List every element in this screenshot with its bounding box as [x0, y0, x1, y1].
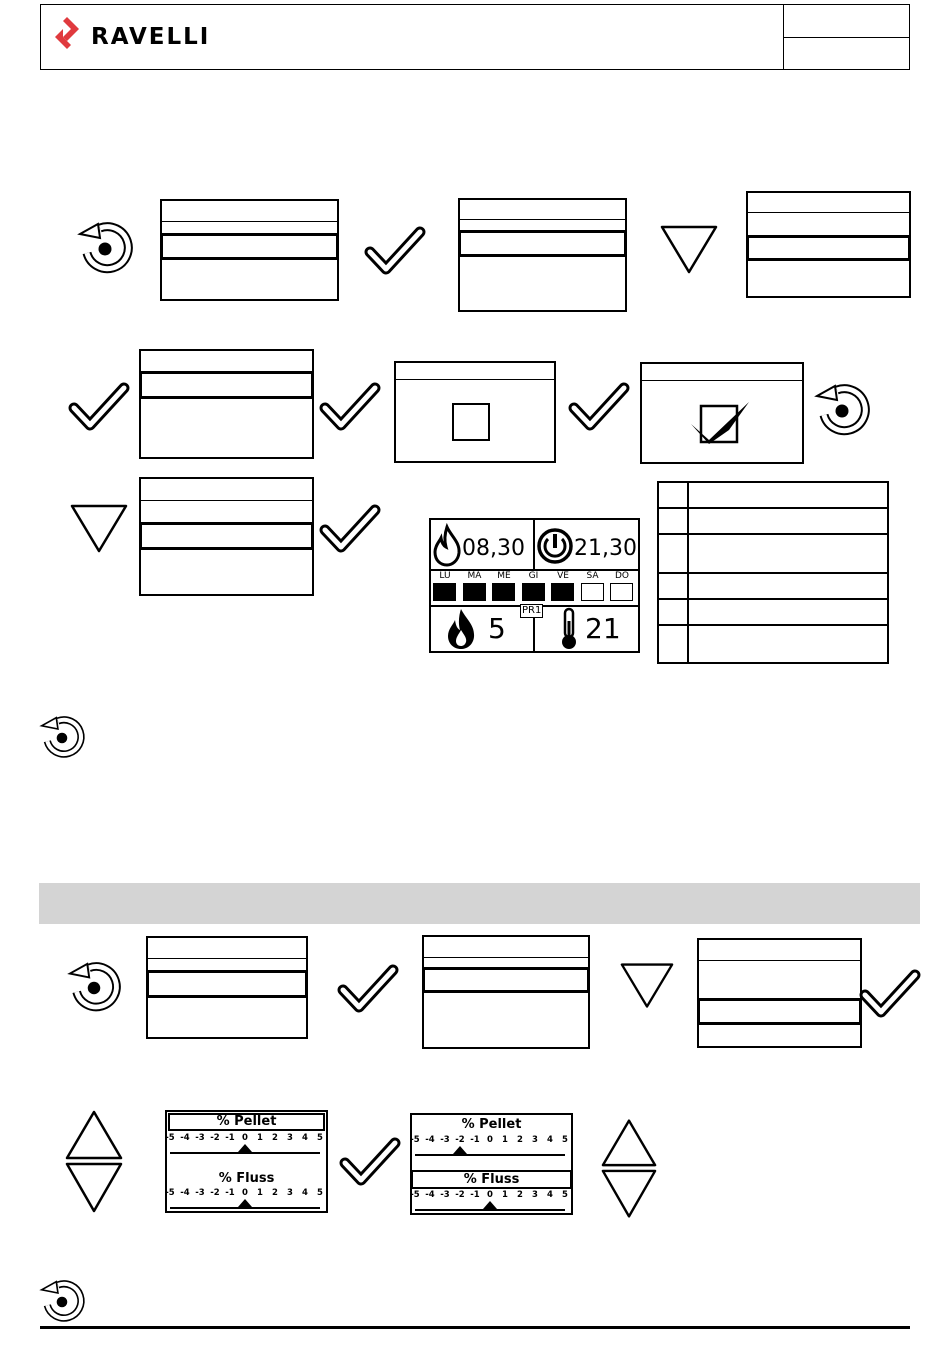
flame-icon	[446, 608, 476, 650]
scale-tick-label: 3	[532, 1135, 538, 1145]
power-icon	[536, 527, 574, 565]
section-header-bar	[39, 883, 920, 924]
scale-tick-label: 0	[242, 1133, 248, 1143]
scale-pointer-icon[interactable]	[238, 1199, 252, 1208]
power-level: 5	[488, 612, 506, 645]
scale-tick-label: -1	[225, 1188, 235, 1198]
back-icon[interactable]	[78, 222, 132, 276]
menu-selected-row[interactable]	[146, 970, 308, 998]
back-icon[interactable]	[815, 384, 869, 438]
confirm-icon[interactable]	[367, 227, 423, 273]
up-down-icon[interactable]	[64, 1110, 124, 1214]
pellet-label: % Pellet	[216, 1114, 277, 1129]
scale-tick-label: -1	[470, 1135, 480, 1145]
confirm-icon[interactable]	[322, 505, 378, 551]
ravelli-logo-icon	[54, 17, 80, 53]
menu-divider	[746, 212, 911, 213]
weekday-label: SA	[586, 571, 599, 581]
menu-selected-row[interactable]	[160, 233, 339, 260]
back-icon[interactable]	[68, 962, 120, 1014]
scale-tick-label: 1	[502, 1135, 508, 1145]
down-icon[interactable]	[70, 504, 128, 554]
down-icon[interactable]	[620, 962, 674, 1010]
scale-tick-label: 4	[547, 1190, 553, 1200]
weekday-label: VE	[557, 571, 569, 581]
menu-screen	[139, 349, 314, 459]
scale-pointer-icon[interactable]	[483, 1201, 497, 1210]
thermometer-icon	[556, 607, 582, 651]
scale-tick-label: 5	[562, 1190, 568, 1200]
weekday-label: GI	[528, 571, 539, 581]
scale-tick-label: 5	[317, 1188, 323, 1198]
back-icon[interactable]	[40, 1280, 84, 1324]
scale-tick-label: 3	[532, 1190, 538, 1200]
scale-tick-label: -1	[470, 1190, 480, 1200]
scale-tick-label: 5	[562, 1135, 568, 1145]
header-divider-h	[783, 37, 910, 38]
scale-tick-label: -2	[210, 1188, 220, 1198]
footer-rule	[40, 1326, 910, 1329]
program-badge: PR1	[522, 605, 542, 616]
legend-row-divider	[657, 624, 889, 626]
flame-icon	[432, 526, 462, 566]
menu-divider	[697, 960, 862, 961]
scale-tick-label: 3	[287, 1188, 293, 1198]
scale-tick-label: -4	[425, 1135, 435, 1145]
legend-row-divider	[657, 572, 889, 574]
down-icon[interactable]	[660, 225, 718, 275]
scale-tick-label: -3	[440, 1135, 450, 1145]
scale-tick-label: -5	[165, 1188, 175, 1198]
weekday-indicator	[581, 583, 604, 601]
screen-divider	[394, 379, 556, 380]
scale-tick-label: 2	[272, 1188, 278, 1198]
weekday-indicator	[433, 583, 456, 601]
scale-tick-label: 1	[257, 1133, 263, 1143]
scale-tick-label: -5	[165, 1133, 175, 1143]
scale-tick-label: -3	[195, 1133, 205, 1143]
menu-selected-row[interactable]	[139, 522, 314, 550]
scale-tick-label: 4	[302, 1133, 308, 1143]
scale-pointer-icon[interactable]	[453, 1146, 467, 1155]
scale-tick-label: -3	[440, 1190, 450, 1200]
scale-tick-label: -2	[455, 1135, 465, 1145]
scale-tick-label: 0	[487, 1190, 493, 1200]
menu-divider	[160, 221, 339, 222]
scale-tick-label: -5	[410, 1190, 420, 1200]
screen-divider	[640, 380, 804, 381]
confirm-icon[interactable]	[862, 970, 918, 1016]
confirm-icon[interactable]	[322, 383, 378, 429]
scale-tick-label: 4	[547, 1135, 553, 1145]
scale-tick-label: 0	[242, 1188, 248, 1198]
scale-tick-label: -3	[195, 1188, 205, 1198]
weekday-indicator	[610, 583, 633, 601]
scale-tick-label: 1	[502, 1190, 508, 1200]
scale-tick-label: 2	[272, 1133, 278, 1143]
menu-selected-row[interactable]	[746, 235, 911, 261]
confirm-icon[interactable]	[340, 965, 396, 1011]
pellet-scale	[410, 1135, 568, 1157]
scale-tick-label: 0	[487, 1135, 493, 1145]
brand-name: RAVELLI	[91, 24, 211, 50]
weekday-indicator	[551, 583, 574, 601]
weekday-indicator	[463, 583, 486, 601]
fluss-scale	[165, 1188, 323, 1210]
back-icon[interactable]	[40, 716, 84, 760]
scale-tick-label: 5	[317, 1133, 323, 1143]
lcd-vdivider-top	[533, 518, 535, 570]
confirm-icon[interactable]	[71, 383, 127, 429]
scale-tick-label: -2	[455, 1190, 465, 1200]
scale-tick-label: 4	[302, 1188, 308, 1198]
weekday-indicator	[492, 583, 515, 601]
weekday-label: MA	[467, 571, 482, 581]
temperature-value: 21	[585, 612, 621, 645]
scale-tick-label: -4	[180, 1133, 190, 1143]
legend-row-divider	[657, 533, 889, 535]
menu-divider	[422, 957, 590, 958]
menu-divider	[458, 219, 627, 220]
menu-screen	[697, 938, 862, 1048]
scale-tick-label: -4	[425, 1190, 435, 1200]
up-down-icon[interactable]	[600, 1118, 658, 1220]
checked-box-icon[interactable]	[689, 400, 753, 448]
menu-selected-row[interactable]	[697, 998, 862, 1025]
weekday-label: DO	[614, 571, 629, 581]
scale-tick-label: -4	[180, 1188, 190, 1198]
menu-selected-row[interactable]	[139, 371, 314, 399]
legend-row-divider	[657, 598, 889, 600]
weekday-indicator	[522, 583, 545, 601]
weekday-label: LU	[439, 571, 451, 581]
menu-selected-row[interactable]	[422, 967, 590, 993]
off-time: 21,30	[574, 536, 637, 561]
legend-row-divider	[657, 507, 889, 509]
menu-divider	[139, 500, 314, 501]
scale-baseline	[415, 1154, 565, 1156]
scale-pointer-icon[interactable]	[238, 1144, 252, 1153]
on-time: 08,30	[462, 536, 525, 561]
menu-selected-row[interactable]	[458, 230, 627, 257]
confirm-icon[interactable]	[342, 1138, 398, 1184]
scale-tick-label: 2	[517, 1135, 523, 1145]
scale-tick-label: 1	[257, 1188, 263, 1198]
scale-tick-label: -1	[225, 1133, 235, 1143]
fluss-scale	[410, 1190, 568, 1212]
unchecked-box-icon[interactable]	[452, 403, 490, 441]
pellet-scale	[165, 1133, 323, 1155]
fluss-label: % Fluss	[463, 1172, 520, 1187]
scale-tick-label: -5	[410, 1135, 420, 1145]
scale-tick-label: 2	[517, 1190, 523, 1200]
pellet-label: % Pellet	[461, 1117, 522, 1132]
confirm-icon[interactable]	[571, 383, 627, 429]
fluss-label: % Fluss	[218, 1171, 275, 1186]
weekday-label: ME	[497, 571, 511, 581]
scale-tick-label: 3	[287, 1133, 293, 1143]
scale-tick-label: -2	[210, 1133, 220, 1143]
menu-divider	[146, 958, 308, 959]
